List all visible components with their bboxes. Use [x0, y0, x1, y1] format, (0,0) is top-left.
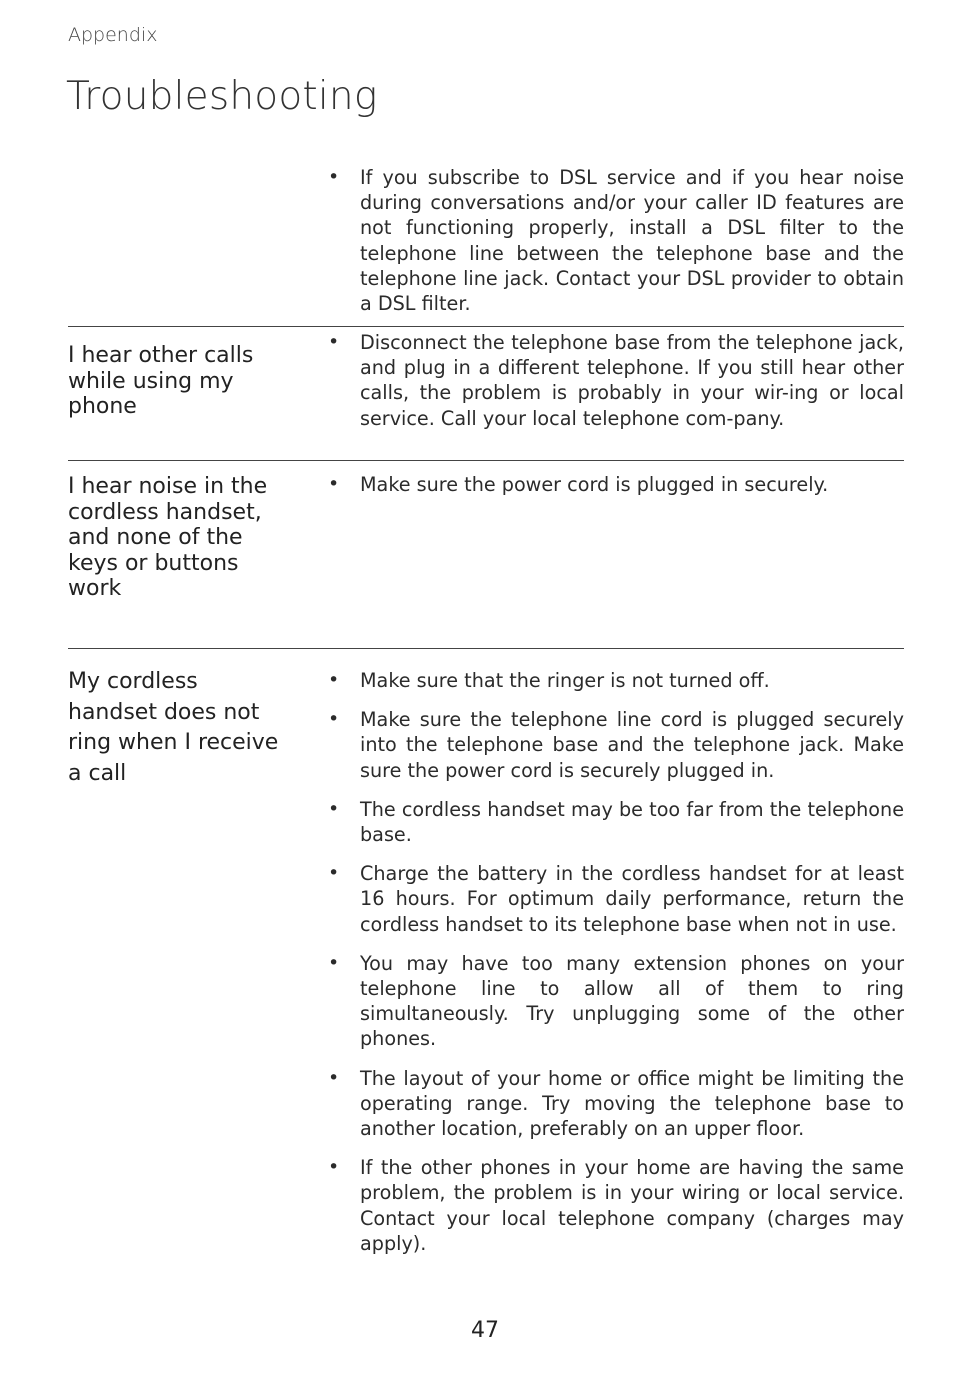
page-number: 47: [471, 1318, 499, 1343]
solution-item: • You may have too many extension phones on your telephone line to allow all of them to ring simultaneously. Try unplugging some of the other phones.: [328, 951, 904, 1052]
solution-item: • Disconnect the telephone base from the telephone jack, and plug in a different telephone. If you still hear other calls, the problem is probably in your wir-ing or local service. Call your local telephone com-pany.: [328, 330, 904, 431]
troubleshooting-row-dsl: [68, 164, 904, 324]
problem-label: I hear other calls while using my phone: [68, 343, 254, 419]
solution-item: • Make sure the power cord is plugged in securely.: [328, 472, 904, 497]
troubleshooting-row-handset-noise: [68, 460, 904, 649]
solution-list: [328, 330, 904, 445]
problem-label: My cordless handset does not ring when I receive a call: [68, 669, 279, 786]
solution-item: • Charge the battery in the cordless handset for at least 16 hours. For optimum daily performance, return the cordless handset to its telephone base when not in use.: [328, 861, 904, 937]
troubleshooting-row-no-ring: [68, 648, 904, 1299]
solution-item: • Make sure that the ringer is not turned off.: [328, 668, 904, 693]
solution-item: • The cordless handset may be too far from the telephone base.: [328, 797, 904, 847]
solution-item: • Make sure the telephone line cord is plugged securely into the telephone base and the telephone jack. Make sure the power cord is securely plugged in.: [328, 707, 904, 783]
troubleshooting-row-other-calls: [68, 326, 904, 461]
solution-item: • If you subscribe to DSL service and if you hear noise during conversations and/or your caller ID features are not functioning properly, install a DSL filter to the telephone line between the telephone base and the telephone line jack. Contact your DSL provider to obtain a DSL filter.: [328, 165, 904, 316]
solution-item: • If the other phones in your home are having the same problem, the problem is in your wiring or local service. Contact your local telephone company (charges may apply).: [328, 1155, 904, 1256]
section-label: Appendix: [68, 24, 158, 46]
solution-list: [328, 165, 904, 330]
solution-list: [328, 668, 904, 1270]
page-title: Troubleshooting: [66, 74, 378, 119]
solution-item: • The layout of your home or office might be limiting the operating range. Try moving the telephone base to another location, preferably on an upper floor.: [328, 1066, 904, 1142]
solution-list: [328, 472, 904, 511]
problem-label: I hear noise in the cordless handset, and none of the keys or buttons work: [68, 474, 268, 601]
